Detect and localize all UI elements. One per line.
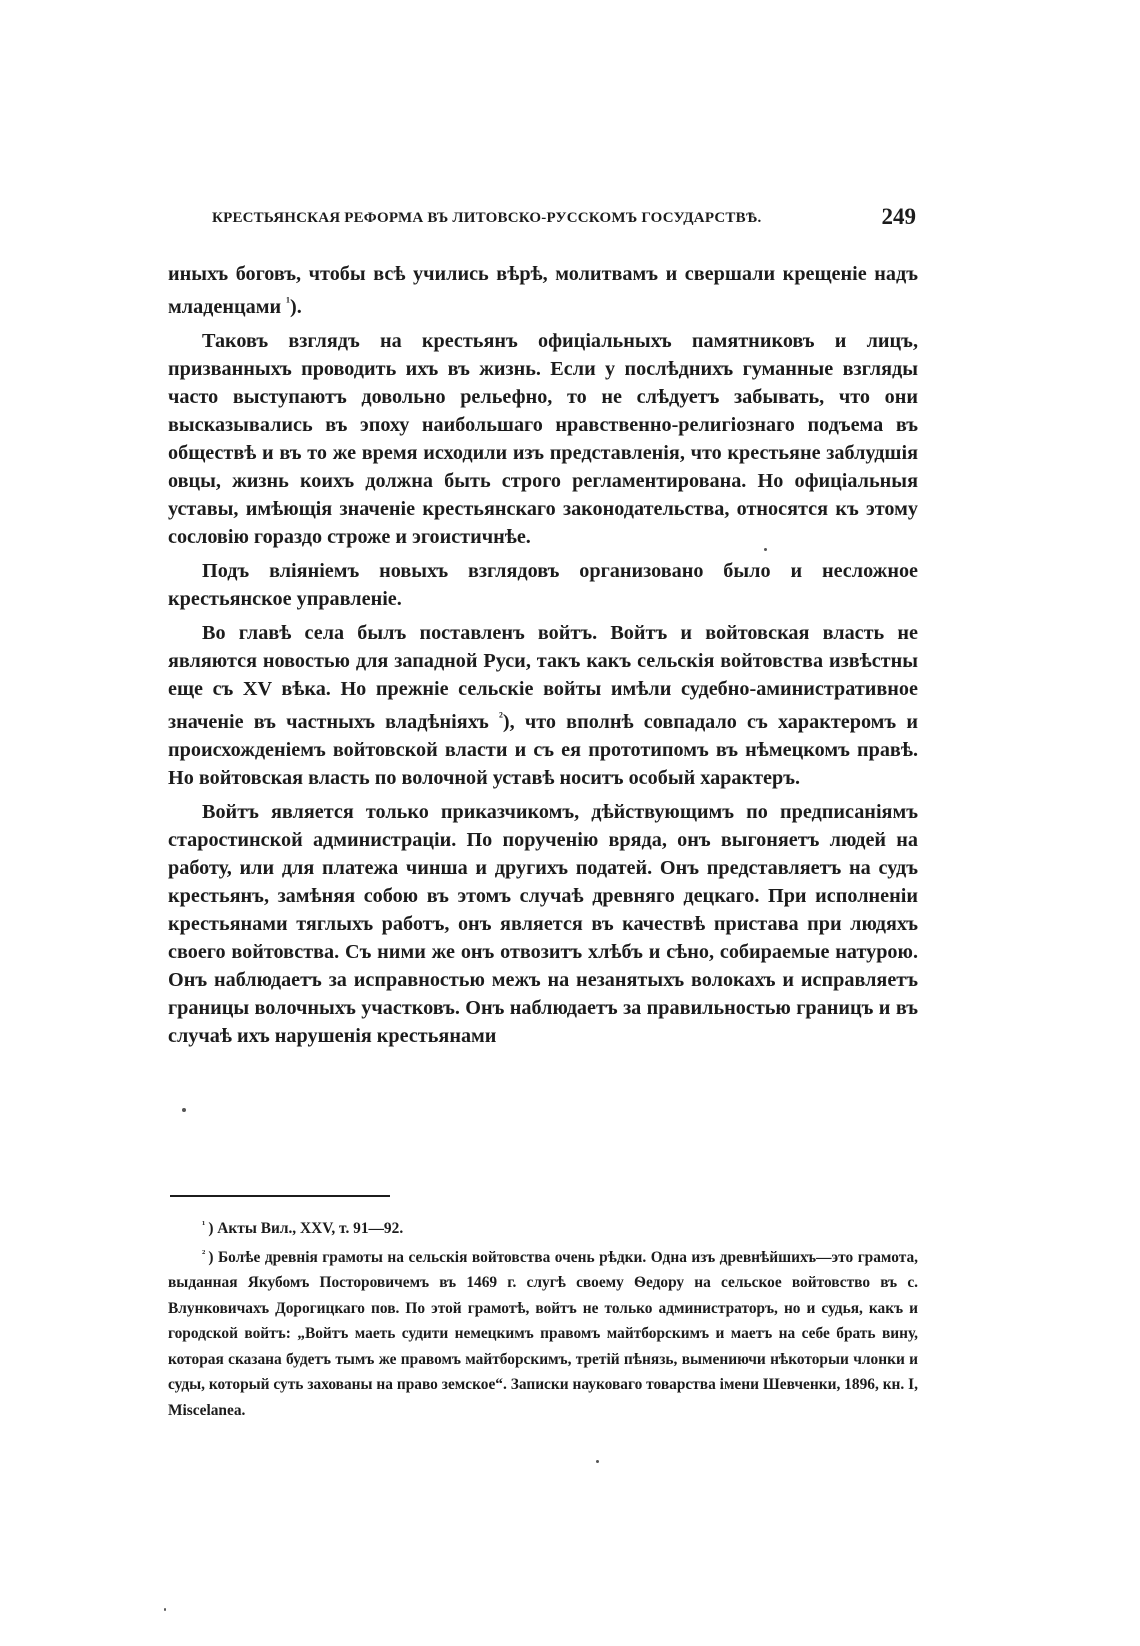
- paragraph-1: [168, 260, 918, 321]
- scan-speck: [182, 1108, 186, 1112]
- paragraph-4-tail: ), что вполнѣ совпадало съ характеромъ и происхожденіемъ войтовской власти и съ ея прототипомъ въ нѣмецкомъ правѣ. Но войтовская власть по волочной уставѣ носитъ особый характеръ.: [168, 711, 918, 789]
- footnote-2: [168, 1242, 918, 1424]
- paragraph-4: [168, 619, 918, 792]
- footnote-1: [168, 1213, 918, 1242]
- paragraph-1-tail: ).: [290, 296, 302, 318]
- running-header: [212, 204, 916, 234]
- scan-speck: [596, 1460, 599, 1463]
- scan-speck: [164, 1608, 166, 1611]
- page-number: 249: [881, 204, 916, 229]
- paragraph-2: Таковъ взглядъ на крестьянъ офиціальныхъ памятниковъ и лицъ, призванныхъ проводить ихъ въ жизнь. Если у послѣднихъ гуманные взгляды часто выступаютъ довольно рельефно, то не слѣдуетъ забывать, что они высказывались въ эпоху наибольшаго нравственно-религіознаго подъема въ обществѣ и въ то же время исходили изъ представленія, что крестьяне заблудшія овцы, жизнь коихъ должна быть строго регламентирована. Но офиціальныя уставы, имѣющія значеніе крестьянскаго законодательства, относятся къ этому сословію гораздо строже и эгоистичнѣе.: [168, 330, 918, 548]
- footnote-ref-2: ²: [498, 709, 503, 724]
- main-text: [168, 260, 918, 1056]
- header-title: КРЕСТЬЯНСКАЯ РЕФОРМА ВЪ ЛИТОВСКО-РУССКОМЪ ГОСУДАРСТВѢ.: [212, 210, 762, 226]
- footnote-ref-1: ¹: [286, 294, 291, 309]
- paragraph-4-text: Во главѣ села былъ поставленъ войтъ. Войтъ и войтовская власть не являются новостью для западной Руси, такъ какъ сельскія войтовства извѣстны еще съ XV вѣка. Но прежніе сельскіе войты имѣли судебно-аминистративное значеніе въ частныхъ владѣніяхъ: [168, 622, 918, 733]
- paragraph-1-text: иныхъ боговъ, чтобы всѣ учились вѣрѣ, молитвамъ и свершали крещеніе надъ младенцами: [168, 263, 918, 318]
- footnotes: [168, 1213, 918, 1423]
- footnote-2-marker: ²: [202, 1247, 206, 1260]
- footnote-1-marker: ¹: [202, 1219, 206, 1231]
- footnote-1-text: ) Акты Вил., XXV, т. 91—92.: [208, 1220, 404, 1237]
- paragraph-3: Подъ вліяніемъ новыхъ взглядовъ организовано было и несложное крестьянское управленіе.: [168, 560, 918, 610]
- footnote-divider: [170, 1195, 390, 1197]
- scan-speck: [764, 548, 767, 551]
- footnote-2-text: ) Болѣе древнія грамоты на сельскія войтовства очень рѣдки. Одна изъ древнѣйшихъ—это грамота, выданная Якубомъ Посторовичемъ въ 1469 г. слугѣ своему Ѳедору на сельское войтовство въ с. Влунковичахъ Дорогицкаго пов. По этой грамотѣ, войтъ не только администраторъ, но и судья, какъ и городской войтъ: „Войтъ маеть судити немецкимъ правомъ майтборскимъ и маетъ на себе брать вину, которая сказана будетъ тымъ же правомъ майтборскимъ, третій пѣнязь, вымениючи нѣкоторыи члонки и суды, который суть захованы на право земское“. Записки науковаго товарства імени Шевченки, 1896, кн. I, Miscelanea.: [168, 1248, 918, 1419]
- paragraph-5: Войтъ является только приказчикомъ, дѣйствующимъ по предписаніямъ старостинской администраціи. По порученію вряда, онъ выгоняетъ людей на работу, или для платежа чинша и другихъ податей. Онъ представляетъ на судъ крестьянъ, замѣняя собою въ этомъ случаѣ древняго децкаго. При исполненіи крестьянами тяглыхъ работъ, онъ является въ качествѣ пристава при людяхъ своего войтовства. Съ ними же онъ отвозитъ хлѣбъ и сѣно, собираемые натурою. Онъ наблюдаетъ за исправностью межъ на незанятыхъ волокахъ и исправляетъ границы волочныхъ участковъ. Онъ наблюдаетъ за правильностью границъ и въ случаѣ ихъ нарушенія крестьянами: [168, 801, 918, 1047]
